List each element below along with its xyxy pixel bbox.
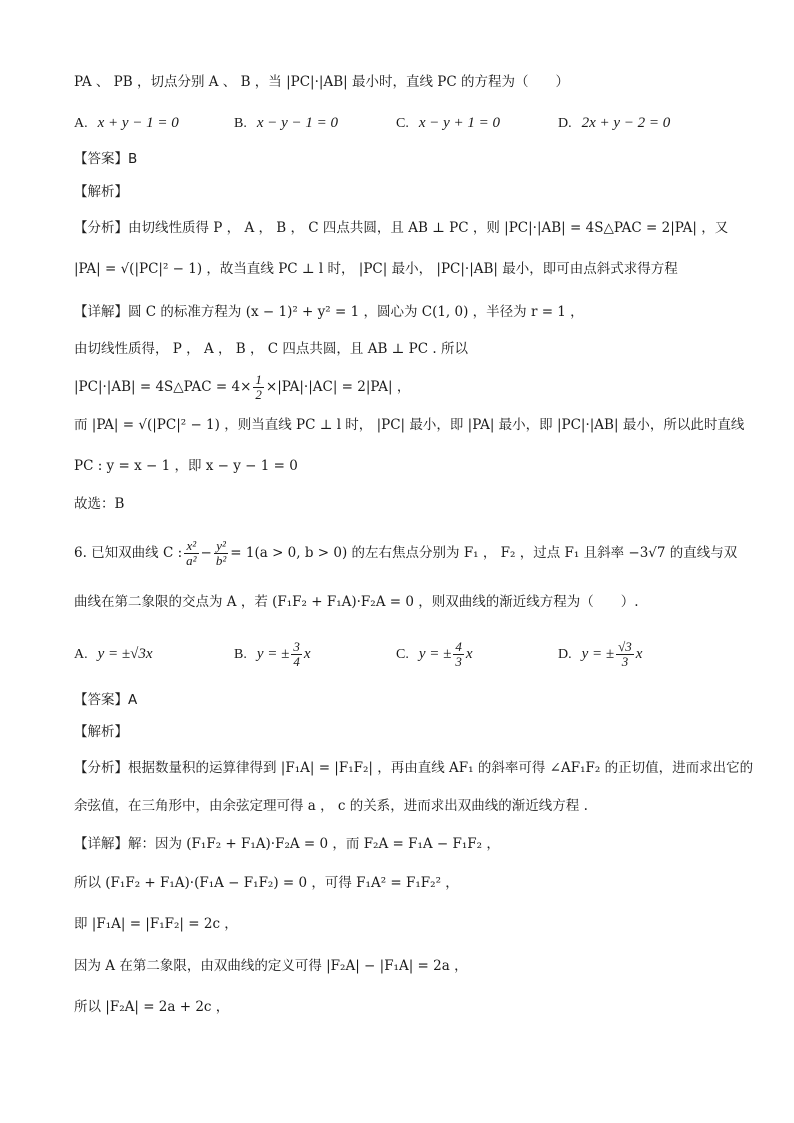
option-value: y = ±√3x [97,646,153,662]
q6-xiangjie-line-5: 所以 |F₂A| = 2a + 2c ， [74,999,230,1015]
q5-option-c [396,112,500,135]
option-value: y = ± [418,646,452,662]
q5-xiangjie-line-5: PC : y = x − 1 ，即 x − y − 1 = 0 [74,458,298,474]
option-key: A. [74,116,88,131]
fraction [291,640,302,669]
question-number-and-text: 6. 已知双曲线 C : [74,545,183,561]
option-value: y = ± [256,646,290,662]
numerator: 3 [293,639,300,654]
q6-xiangjie-line-2: 所以 (F₁F₂ + F₁A)·(F₁A − F₁F₂) = 0 ，可得 F₁A² = F₁F₂² ， [74,875,459,891]
q6-xiangjie-line-3: 即 |F₁A| = |F₁F₂| = 2c ， [74,916,238,932]
numerator: 1 [255,372,262,387]
q6-fenxi-line-1: 【分析】根据数量积的运算律得到 |F₁A| = |F₁F₂| ，再由直线 AF₁ 的斜率可得 ∠AF₁F₂ 的正切值，进而求出它的 [74,760,754,776]
q5-xiangjie-line-3 [74,370,410,404]
q5-option-a [74,112,179,135]
formula-part: |PC|·|AB| = 4S△PAC = 4× [74,379,252,395]
option-key: C. [396,116,409,131]
option-key: D. [558,116,572,131]
minus-sign: − [200,545,212,561]
q6-answer: 【答案】A [74,692,138,708]
option-key: B. [234,116,247,131]
denominator: a² [186,553,197,568]
q5-answer: 【答案】B [74,151,138,167]
option-key: C. [396,647,409,662]
fraction [616,640,634,669]
q6-option-b [234,636,311,673]
q6-option-a [74,643,153,666]
q5-xiangjie-line-2: 由切线性质得， P ， A ， B ， C 四点共圆，且 AB ⊥ PC . 所以 [74,341,468,357]
q6-stem-line-1 [74,535,737,571]
q5-fenxi-line-1: 【分析】由切线性质得 P ， A ， B ， C 四点共圆，且 AB ⊥ PC ，则 |PC|·|AB| = 4S△PAC = 2|PA| ，又 [74,220,729,236]
numerator: x² [184,539,198,554]
formula-part: ×|PA|·|AC| = 2|PA| ， [265,379,411,395]
q5-final-choice: 故选：B [74,496,125,512]
option-value: x + y − 1 = 0 [97,115,179,131]
denominator: 2 [255,387,262,402]
stem-text: = 1(a > 0, b > 0) 的左右焦点分别为 F₁ ， F₂ ，过点 F₁ 且斜率 −3√7 的直线与双 [230,545,738,561]
q5-option-b [234,112,338,135]
q6-option-d [558,636,642,673]
denominator: 3 [455,654,462,669]
denominator: b² [215,553,227,568]
fraction [184,539,198,568]
q5-fenxi-line-2: |PA| = √(|PC|² − 1) ，故当直线 PC ⊥ l 时， |PC| 最小， |PC|·|AB| 最小，即可由点斜式求得方程 [74,261,678,277]
option-key: D. [558,647,572,662]
option-value: x − y + 1 = 0 [418,115,501,131]
q5-stem-line: PA 、 PB ，切点分别 A 、 B ，当 |PC|·|AB| 最小时，直线 PC 的方程为（ ） [74,74,569,90]
option-variable: x [303,646,311,662]
option-value: x − y − 1 = 0 [256,115,339,131]
q5-xiangjie-line-4: 而 |PA| = √(|PC|² − 1) ，则当直线 PC ⊥ l 时， |PC| 最小，即 |PA| 最小，即 |PC|·|AB| 最小，所以此时直线 [74,417,745,433]
q5-option-d [558,112,670,135]
q5-analysis-label: 【解析】 [74,184,128,200]
numerator: y² [214,539,228,554]
fraction [253,373,264,402]
numerator: √3 [618,639,632,654]
fraction [453,640,464,669]
option-value: 2x + y − 2 = 0 [581,115,671,131]
q5-xiangjie-line-1: 【详解】圆 C 的标准方程为 (x − 1)² + y² = 1 ，圆心为 C(1, 0) ，半径为 r = 1 ， [74,304,584,320]
denominator: 4 [293,654,300,669]
q6-stem-line-2: 曲线在第二象限的交点为 A ，若 (F₁F₂ + F₁A)·F₂A = 0 ，则双曲线的渐近线方程为（ ）. [74,594,639,610]
option-variable: x [635,646,643,662]
q6-xiangjie-line-1: 【详解】解：因为 (F₁F₂ + F₁A)·F₂A = 0 ，而 F₂A = F₁A − F₁F₂ ， [74,836,500,852]
q6-analysis-label: 【解析】 [74,724,128,740]
option-variable: x [465,646,473,662]
q6-option-c [396,636,473,673]
numerator: 4 [455,639,462,654]
q6-fenxi-line-2: 余弦值，在三角形中，由余弦定理可得 a ， c 的关系，进而求出双曲线的渐近线方程 . [74,798,588,814]
fraction [214,539,228,568]
denominator: 3 [621,654,629,669]
option-value: y = ± [581,646,615,662]
q6-xiangjie-line-4: 因为 A 在第二象限，由双曲线的定义可得 |F₂A| − |F₁A| = 2a ， [74,958,468,974]
option-key: B. [234,647,247,662]
option-key: A. [74,647,88,662]
